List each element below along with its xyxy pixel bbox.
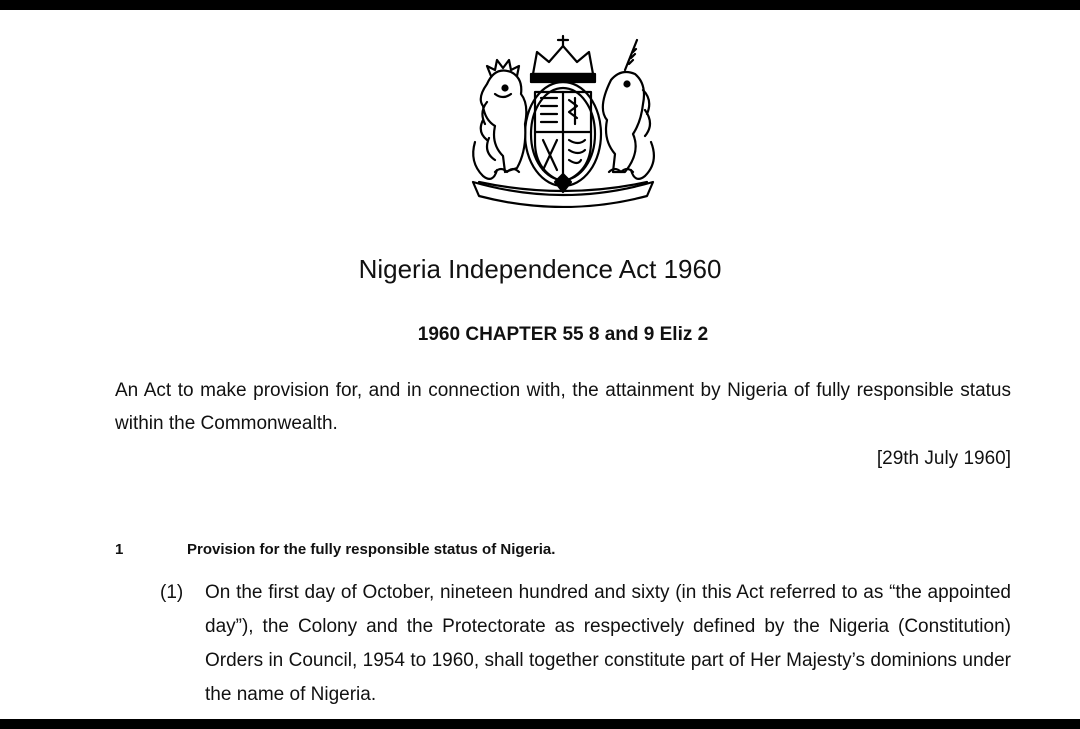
section-heading: Provision for the fully responsible status of Nigeria.: [187, 541, 556, 558]
long-title-preamble: An Act to make provision for, and in connection with, the attainment by Nigeria of fully responsible status within the Commonwealth.: [115, 380, 1011, 434]
bottom-border: [0, 719, 1080, 729]
subsection-text: On the first day of October, nineteen hundred and sixty (in this Act referred to as “the appointed day”), the Colony and the Protectorate as respectively defined by the Nigeria (Constitution) Orders in Council, 1954 to 1960, shall together constitute part of Her Majesty’s dominions under the name of Nigeria.: [205, 582, 1011, 705]
chapter-citation: 1960 CHAPTER 55 8 and 9 Eliz 2: [417, 324, 709, 345]
top-border: [0, 0, 1080, 10]
section-number: 1: [115, 541, 124, 558]
royal-assent-date: [29th July 1960]: [876, 448, 1011, 469]
subsection-number: (1): [160, 582, 184, 603]
royal-coat-of-arms-icon: [465, 32, 661, 208]
act-title: Nigeria Independence Act 1960: [358, 254, 722, 284]
